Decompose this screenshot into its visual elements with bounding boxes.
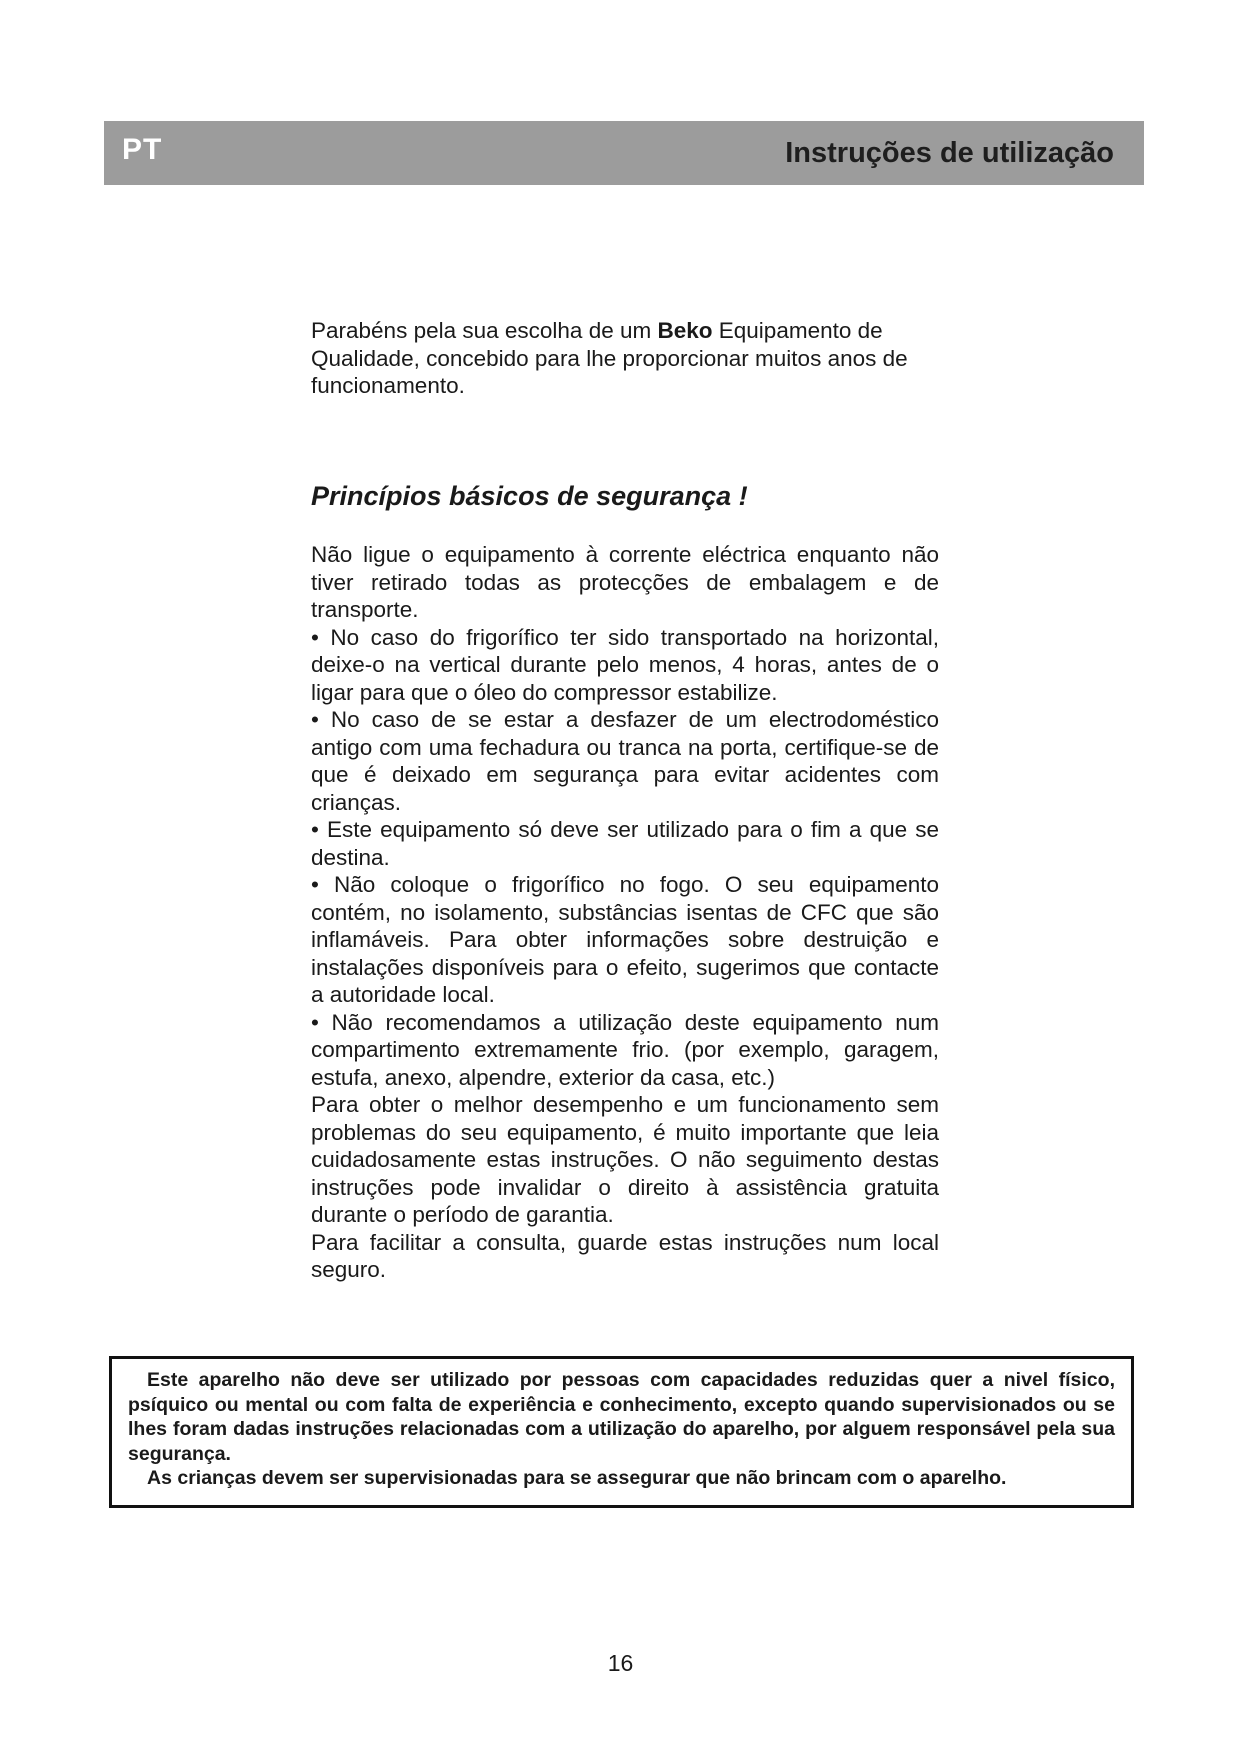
warning-box: [109, 1356, 1134, 1508]
warning-paragraph: Este aparelho não deve ser utilizado por pessoas com capacidades reduzidas quer a nivel físico, psíquico ou mental ou com falta de experiência e conhecimento, excepto quando supervisionados ou se lhes foram dadas instruções relacionadas com a utilização do aparelho, por alguem responsável pela sua segurança.: [128, 1369, 1115, 1465]
brand-name: Beko: [657, 318, 713, 343]
intro-text-end: Equipamento de Qualidade, concebido para lhe proporcionar muitos anos de funcionamento.: [311, 318, 908, 398]
language-code: PT: [122, 133, 163, 166]
page-title: Instruções de utilização: [785, 137, 1114, 169]
safety-paragraph: Não ligue o equipamento à corrente eléctrica enquanto não tiver retirado todas as protecções de embalagem e de transporte.: [311, 542, 939, 622]
safety-paragraph: • No caso do frigorífico ter sido transportado na horizontal, deixe-o na vertical durante pelo menos, 4 horas, antes de o ligar para que o óleo do compressor estabilize.: [311, 624, 939, 705]
safety-paragraph: Para facilitar a consulta, guarde estas instruções num local seguro.: [311, 1229, 939, 1282]
safety-paragraph: • Este equipamento só deve ser utilizado para o fim a que se destina.: [311, 817, 939, 870]
safety-body: [311, 541, 939, 1284]
safety-paragraph: • Não recomendamos a utilização deste equipamento num compartimento extremamente frio. (por exemplo, garagem, estufa, anexo, alpendre, exterior da casa, etc.): [311, 1009, 939, 1090]
intro-text-start: Parabéns pela sua escolha de um: [311, 318, 658, 343]
safety-paragraph: Para obter o melhor desempenho e um funcionamento sem problemas do seu equipamento, é muito importante que leia cuidadosamente estas instruções. O não seguimento destas instruções pode invalidar o direito à assistência gratuita durante o período de garantia.: [311, 1092, 939, 1227]
safety-section-title: Princípios básicos de segurança !: [311, 481, 748, 511]
safety-paragraph: • No caso de se estar a desfazer de um electrodoméstico antigo com uma fechadura ou tranca na porta, certifique-se de que é deixado em segurança para evitar acidentes com crianças.: [311, 707, 939, 815]
page-number: 16: [607, 1650, 634, 1676]
intro-paragraph: [311, 317, 939, 400]
warning-children-paragraph: As crianças devem ser supervisionadas para se assegurar que não brincam com o aparelho.: [147, 1467, 1007, 1489]
header-bar: [104, 121, 1144, 185]
safety-paragraph: • Não coloque o frigorífico no fogo. O seu equipamento contém, no isolamento, substâncias isentas de CFC que são inflamáveis. Para obter informações sobre destruição e instalações disponíveis para o efeito, sugerimos que contacte a autoridade local.: [311, 872, 939, 1007]
